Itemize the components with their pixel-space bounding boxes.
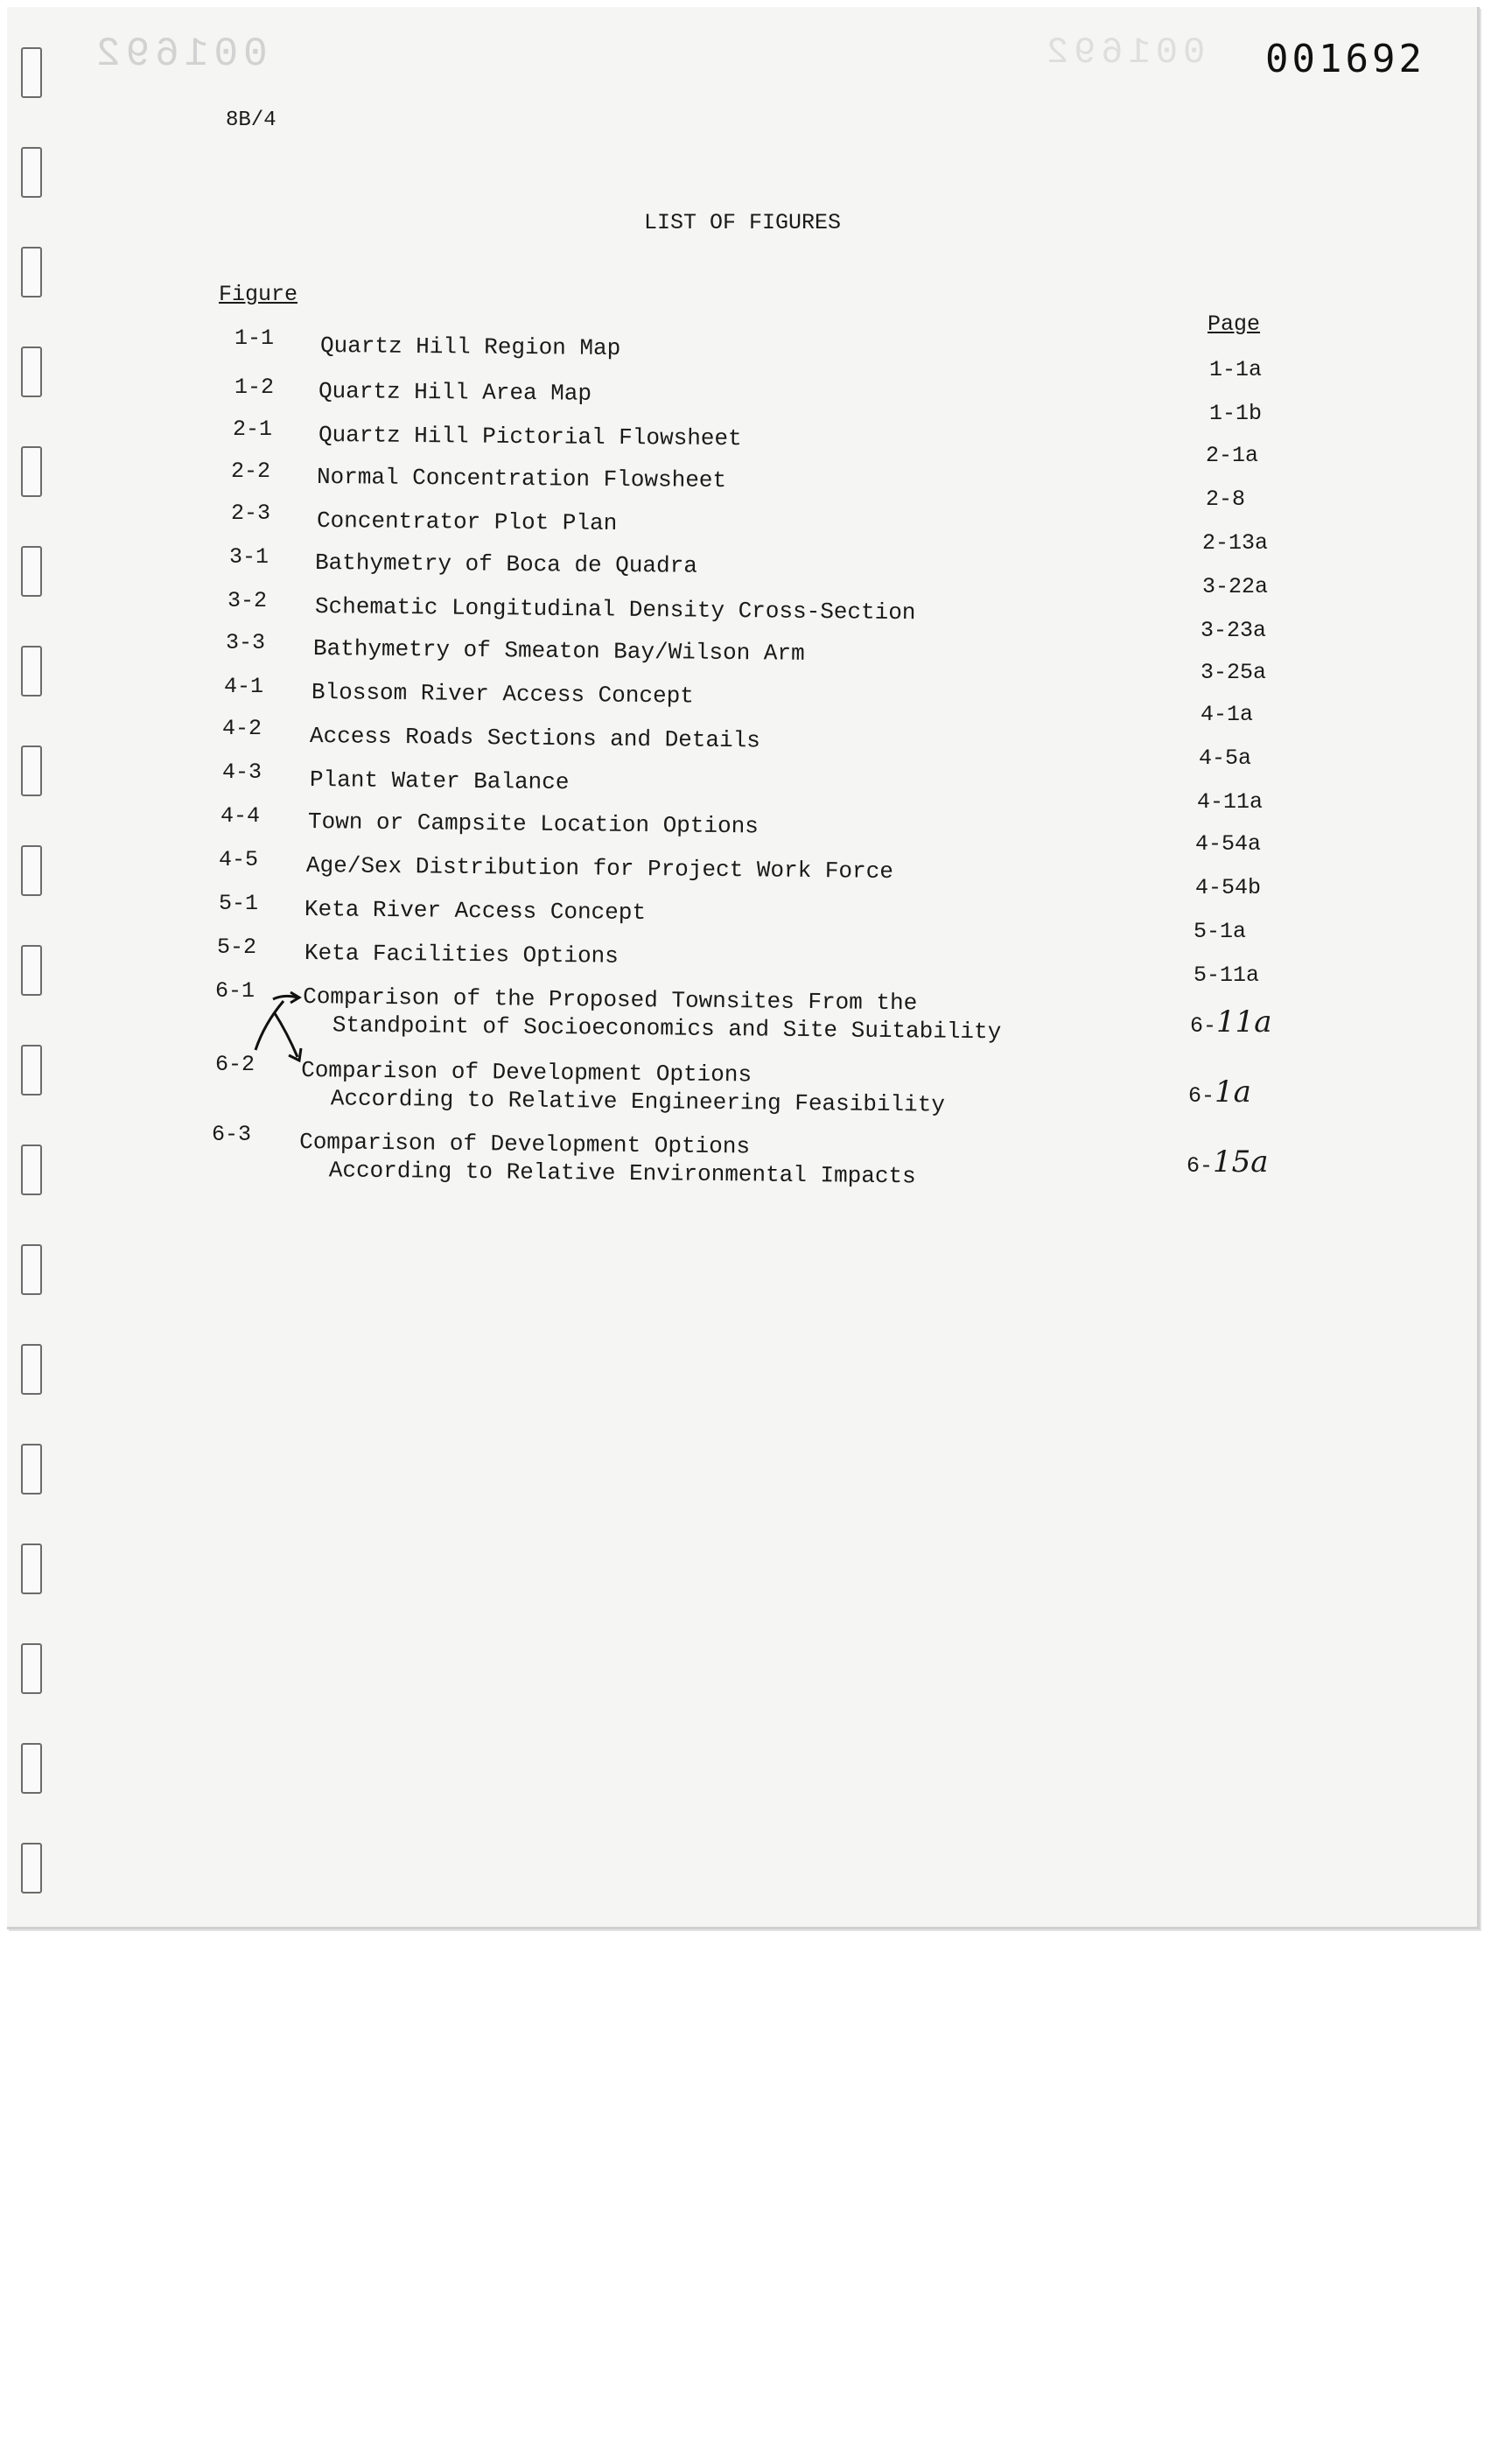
figure-number: 4-5: [219, 847, 259, 872]
binder-hole: [21, 646, 42, 696]
figure-page: 3-25a: [1200, 660, 1267, 685]
binder-hole: [21, 346, 42, 397]
figure-number: 4-4: [220, 803, 261, 829]
figure-page: 2-1a: [1206, 443, 1259, 468]
binder-hole: [21, 1743, 42, 1794]
figure-title-multiline: [301, 1057, 946, 1118]
figure-number: 2-1: [233, 416, 273, 442]
binder-hole: [21, 546, 42, 597]
figure-title: Keta Facilities Options: [304, 940, 619, 970]
figure-page: 4-11a: [1197, 789, 1264, 815]
figure-title: Concentrator Plot Plan: [316, 508, 618, 536]
figure-title: Keta River Access Concept: [304, 896, 647, 927]
binder-hole: [21, 446, 42, 497]
figure-title-multiline: [299, 1129, 917, 1189]
figure-page-prefix: 6-: [1186, 1153, 1214, 1179]
figure-number: 3-1: [229, 544, 270, 570]
binder-hole: [21, 845, 42, 896]
figure-page: 4-1a: [1200, 702, 1254, 727]
figure-title-line-1: Comparison of Development Options: [299, 1129, 751, 1160]
figure-title: Access Roads Sections and Details: [309, 723, 761, 754]
figure-title: Plant Water Balance: [309, 766, 570, 796]
figure-title: Quartz Hill Region Map: [319, 332, 621, 361]
binder-hole: [21, 1544, 42, 1594]
binder-hole: [21, 1843, 42, 1894]
figure-title: Bathymetry of Boca de Quadra: [314, 550, 697, 579]
column-header-figure: Figure: [219, 282, 298, 307]
figure-title-line-1: Comparison of the Proposed Townsites From the: [303, 984, 918, 1017]
figure-page-prefix: 6-: [1190, 1013, 1217, 1039]
figure-number: 1-2: [234, 374, 275, 400]
figure-page: [1186, 1144, 1269, 1180]
binder-hole: [21, 1144, 42, 1195]
figure-number: 1-1: [234, 326, 275, 351]
figure-page: 4-54b: [1195, 875, 1262, 900]
figure-page: 3-23a: [1200, 618, 1267, 643]
figure-number: 4-3: [222, 760, 262, 785]
figure-number: 6-1: [215, 978, 256, 1004]
figure-title: Normal Concentration Flowsheet: [316, 464, 727, 494]
figure-title-multiline: [303, 984, 1002, 1045]
figure-number: 3-2: [228, 588, 268, 613]
figure-page: 1-1a: [1209, 357, 1263, 382]
figure-number: 2-2: [231, 458, 271, 484]
figure-page: 1-1b: [1209, 401, 1263, 426]
binder-hole: [21, 147, 42, 198]
figure-number: 4-2: [222, 716, 262, 741]
bates-bleed-through: 001692: [91, 32, 268, 77]
column-header-page: Page: [1208, 312, 1261, 337]
handwritten-page-number: 1a: [1214, 1074, 1251, 1110]
figure-page: 4-5a: [1199, 746, 1252, 771]
figure-number: 6-3: [212, 1122, 252, 1147]
figure-number: 4-1: [224, 674, 264, 699]
figure-title: Quartz Hill Pictorial Flowsheet: [318, 422, 742, 452]
handwritten-page-number: 15a: [1213, 1144, 1269, 1180]
figure-title: Town or Campsite Location Options: [307, 808, 760, 840]
figure-title-line-2: According to Relative Engineering Feasibility: [330, 1085, 946, 1118]
binder-hole: [21, 247, 42, 298]
figure-number: 3-3: [226, 630, 266, 655]
binder-hole: [21, 1444, 42, 1494]
binder-hole: [21, 1244, 42, 1295]
figure-title-line-1: Comparison of Development Options: [301, 1057, 752, 1088]
page-title: LIST OF FIGURES: [644, 210, 842, 235]
figure-title: Blossom River Access Concept: [311, 679, 695, 710]
figure-title-line-2: Standpoint of Socioeconomics and Site Suitability: [332, 1012, 1002, 1046]
figure-page: 2-13a: [1202, 530, 1269, 556]
bates-number: 001692: [1265, 37, 1425, 81]
figure-page: 3-22a: [1202, 574, 1269, 599]
handwritten-swap-arrows-icon: [248, 989, 318, 1076]
figure-page: [1190, 1004, 1272, 1040]
figure-page: 4-54a: [1195, 831, 1262, 857]
binder-hole: [21, 1344, 42, 1395]
figure-page: 2-8: [1206, 486, 1246, 512]
figure-page-prefix: 6-: [1188, 1083, 1215, 1109]
figure-page: 5-11a: [1194, 962, 1260, 988]
handwritten-page-number: 11a: [1216, 1004, 1272, 1040]
document-code: 8B/4: [226, 108, 276, 132]
figure-title-line-2: According to Relative Environmental Impacts: [328, 1157, 916, 1190]
figure-title: Schematic Longitudinal Density Cross-Section: [314, 593, 916, 626]
binder-hole: [21, 1643, 42, 1694]
bates-bleed-through-right: 001692: [1041, 32, 1206, 74]
figure-page: 5-1a: [1194, 919, 1247, 944]
binder-hole: [21, 1045, 42, 1096]
figure-title: Bathymetry of Smeaton Bay/Wilson Arm: [312, 635, 805, 667]
figure-number: 2-3: [231, 500, 271, 526]
binder-hole: [21, 945, 42, 996]
figure-title: Age/Sex Distribution for Project Work Force: [305, 852, 894, 886]
binder-hole: [21, 746, 42, 796]
figure-number: 6-2: [215, 1052, 256, 1077]
figure-title: Quartz Hill Area Map: [318, 378, 592, 407]
figure-number: 5-1: [219, 891, 259, 916]
figure-page: [1188, 1074, 1251, 1110]
binder-hole: [21, 47, 42, 98]
figure-number: 5-2: [217, 934, 257, 960]
